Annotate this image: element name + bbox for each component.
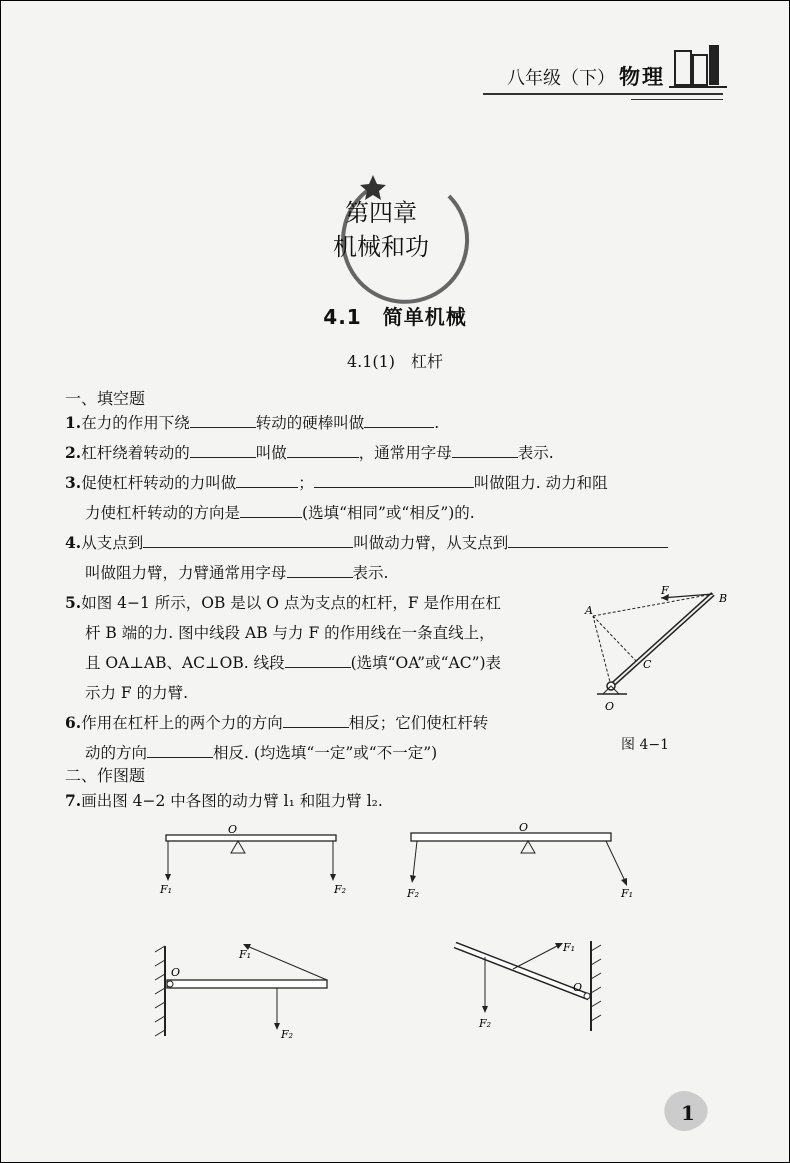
question-text: (选填“OA”或“AC”)表 [350, 654, 502, 672]
chapter-number: 第四章 [345, 199, 417, 227]
lever-bar [411, 833, 611, 841]
part-title-drawing: 二、作图题 [65, 766, 146, 785]
label-f2: F₂ [479, 1017, 492, 1030]
question-2 [65, 438, 554, 468]
question-text: 力使杠杆转动的方向是 [85, 504, 241, 522]
part-title-fill-in: 一、填空题 [65, 389, 146, 408]
question-number: 1. [65, 413, 82, 432]
label-o: O [605, 700, 615, 713]
label-o: O [573, 981, 583, 994]
question-text: 杠杆绕着转动的 [81, 444, 190, 462]
answer-blank[interactable] [287, 559, 353, 578]
question-7 [65, 786, 383, 816]
question-text: . [434, 414, 440, 432]
answer-blank[interactable] [285, 649, 351, 668]
question-text: 叫做 [255, 444, 287, 462]
question-text: 从支点到 [81, 534, 144, 552]
answer-blank[interactable] [508, 529, 668, 548]
answer-blank[interactable] [283, 709, 349, 728]
question-text: 叫做阻力臂，力臂通常用字母 [85, 564, 287, 582]
header-rule [483, 93, 723, 95]
segment-ac [593, 616, 637, 662]
label-f2: F₂ [334, 883, 347, 896]
figure-4-2-d [441, 931, 641, 1041]
fulcrum [521, 841, 535, 853]
answer-blank[interactable] [147, 739, 213, 758]
header-grade: 八年级（下） [507, 68, 615, 89]
segment-oa [593, 616, 611, 686]
question-text: 画出图 4−2 中各图的动力臂 l₁ 和阻力臂 l₂. [81, 792, 383, 810]
answer-blank[interactable] [364, 409, 434, 428]
header-rule-thin [631, 99, 723, 100]
question-number: 4. [65, 533, 82, 552]
question-text: 相反. (均选填“一定”或“不一定”) [213, 744, 438, 762]
answer-blank[interactable] [190, 439, 256, 458]
question-text: 作用在杠杆上的两个力的方向 [81, 714, 283, 732]
label-f: F [661, 584, 669, 597]
label-o: O [228, 823, 238, 836]
question-number: 5. [65, 593, 82, 612]
question-number: 3. [65, 473, 82, 492]
question-text: 在力的作用下绕 [81, 414, 190, 432]
question-6 [65, 708, 488, 738]
question-text: 叫做动力臂，从支点到 [353, 534, 509, 552]
question-5-line2: 杆 B 端的力. 图中线段 AB 与力 F 的作用线在一条直线上， [85, 624, 495, 642]
question-5-line3 [85, 648, 501, 678]
figure-4-2-a [156, 821, 356, 901]
question-text: 如图 4−1 所示，OB 是以 O 点为支点的杠杆，F 是作用在杠 [81, 594, 502, 612]
page-number-badge [671, 1089, 731, 1133]
answer-blank[interactable] [452, 439, 518, 458]
label-a: A [585, 604, 593, 617]
answer-blank[interactable] [143, 529, 353, 548]
answer-blank[interactable] [190, 409, 256, 428]
label-f1: F₁ [239, 948, 252, 961]
question-text: 叫做阻力. 动力和阻 [473, 474, 608, 492]
question-text: 表示. [517, 444, 554, 462]
question-text: ； [298, 474, 314, 492]
question-number: 2. [65, 443, 82, 462]
label-f2: F₂ [407, 887, 420, 900]
books-icon [669, 41, 729, 91]
label-c: C [643, 658, 652, 671]
question-number: 7. [65, 791, 82, 810]
question-4-continued [85, 558, 388, 588]
figure-4-1-caption: 图 4−1 [621, 737, 669, 753]
figure-4-1 [581, 586, 741, 716]
section-title: 4.1 简单机械 [323, 305, 467, 329]
question-text: 促使杠杆转动的力叫做 [81, 474, 237, 492]
lever-bar [166, 835, 336, 841]
question-text: 且 OA⊥AB、AC⊥OB. 线段 [85, 654, 285, 672]
answer-blank[interactable] [314, 469, 474, 488]
label-f2: F₂ [281, 1028, 294, 1041]
label-b: B [719, 592, 728, 605]
question-5 [65, 588, 501, 618]
question-text: 相反；它们使杠杆转 [348, 714, 489, 732]
question-4 [65, 528, 668, 558]
fulcrum [231, 841, 245, 853]
question-3-continued [85, 498, 475, 528]
page-number: 1 [681, 1101, 695, 1125]
question-text: 表示. [352, 564, 389, 582]
subsection-title: 4.1(1) 杠杆 [346, 352, 444, 371]
answer-blank[interactable] [240, 499, 302, 518]
chapter-title [301, 196, 461, 264]
label-o: O [171, 966, 181, 979]
question-3 [65, 468, 608, 498]
chapter-name: 机械和功 [333, 233, 429, 261]
question-text: 转动的硬棒叫做 [255, 414, 365, 432]
question-1 [65, 408, 439, 438]
figure-4-2-b [401, 821, 641, 911]
question-5-line4: 示力 F 的力臂. [85, 684, 189, 702]
answer-blank[interactable] [287, 439, 359, 458]
page-header [507, 61, 665, 91]
label-f1: F₁ [563, 941, 576, 954]
figure-4-2-c [151, 936, 351, 1046]
question-text: 动的方向 [85, 744, 148, 762]
label-f1: F₁ [160, 883, 173, 896]
lever-ob-inner [611, 594, 713, 686]
lever-bar [167, 980, 327, 988]
question-text: (选填“相同”或“相反”)的. [302, 504, 475, 522]
question-text: ，通常用字母 [358, 444, 452, 462]
label-f1: F₁ [621, 887, 634, 900]
label-o: O [519, 821, 529, 834]
header-subject: 物理 [619, 64, 665, 89]
answer-blank[interactable] [236, 469, 298, 488]
question-number: 6. [65, 713, 82, 732]
